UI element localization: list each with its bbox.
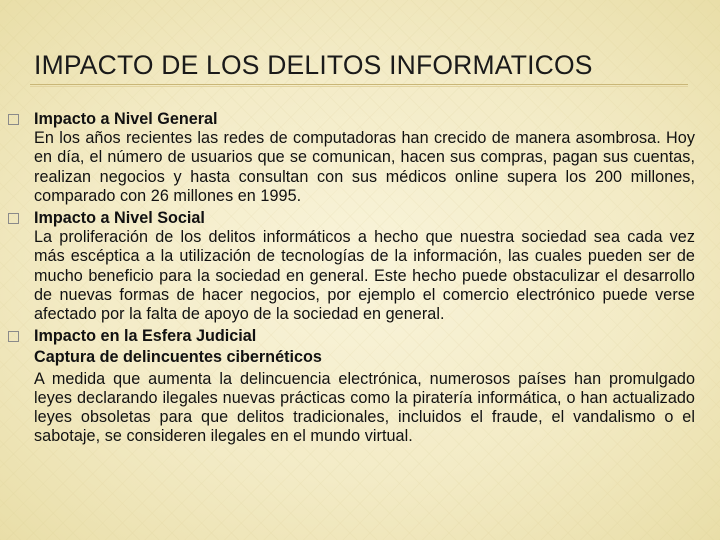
section-text: En los años recientes las redes de computadoras han crecido de manera asombrosa. Hoy en día, el número de usuarios que se comunican, hacen sus compras, pagan sus cuentas, realizan negocios y hasta consultan con sus médicos online supera los 200 millones, comparado con 26 millones en 1995. xyxy=(34,129,695,205)
section-judicial xyxy=(34,327,695,446)
bullet-square-icon xyxy=(8,114,19,125)
section-heading: Impacto a Nivel General xyxy=(34,110,218,128)
bullet-square-icon xyxy=(8,331,19,342)
slide-content xyxy=(34,110,695,446)
title-underline xyxy=(30,84,688,85)
section-text: La proliferación de los delitos informáticos a hecho que nuestra sociedad sea cada vez más escéptica a la utilización de tecnologías de la información, las cuales pueden ser de mucho beneficio para la sociedad en general. Este hecho puede obstaculizar el desarrollo de nuevas formas de hacer negocios, por ejemplo el comercio electrónico puede verse afectado por la falta de apoyo de la sociedad en general. xyxy=(34,228,695,324)
bullet-square-icon xyxy=(8,213,19,224)
slide-title: IMPACTO DE LOS DELITOS INFORMATICOS xyxy=(34,50,593,80)
section-social xyxy=(34,209,695,324)
section-subheading: Captura de delincuentes cibernéticos xyxy=(34,348,322,367)
section-heading: Impacto a Nivel Social xyxy=(34,209,205,228)
section-heading: Impacto en la Esfera Judicial xyxy=(34,327,257,346)
section-general xyxy=(34,110,695,206)
section-text: A medida que aumenta la delincuencia electrónica, numerosos países han promulgado leyes declarando ilegales nuevas prácticas como la piratería informática, o han actualizado leyes obsoletas para que delitos tradicionales, incluidos el fraude, el vandalismo o el sabotaje, se consideren ilegales en el mundo virtual. xyxy=(34,369,695,446)
